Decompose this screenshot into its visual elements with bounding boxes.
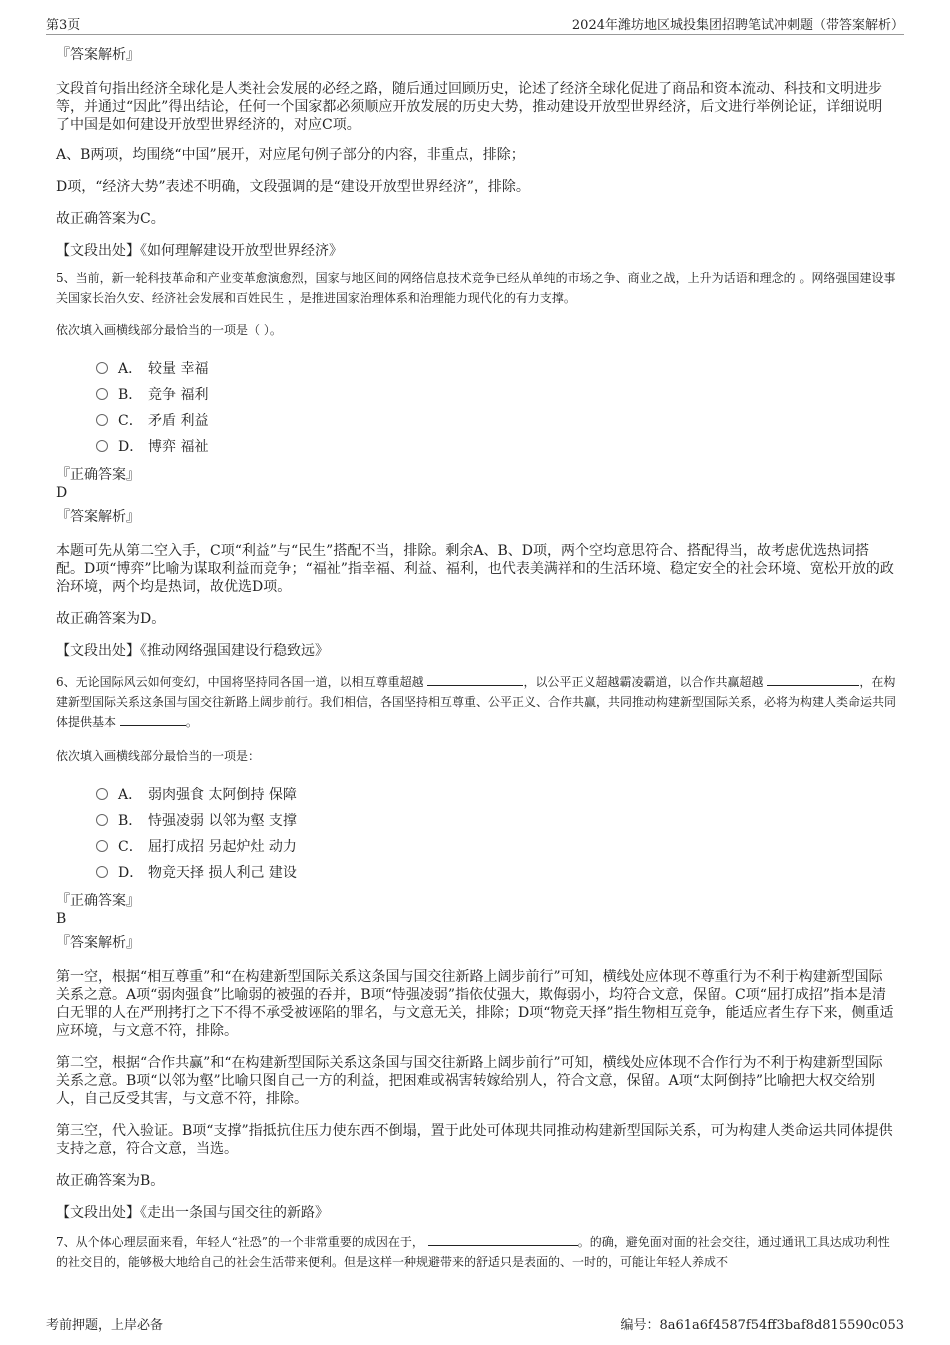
conclusion: 故正确答案为C。 <box>56 211 165 227</box>
page-header <box>46 12 904 35</box>
answer-value: D <box>56 485 68 501</box>
analysis-tag: 『答案解析』 <box>56 935 140 951</box>
radio-icon[interactable] <box>96 362 108 374</box>
source-citation: 【文段出处】《推动网络强国建设行稳致远》 <box>56 643 329 659</box>
option-b[interactable]: B． 恃强凌弱 以邻为壑 支撑 <box>56 808 896 834</box>
radio-icon[interactable] <box>96 388 108 400</box>
option-list <box>56 782 896 886</box>
radio-icon[interactable] <box>96 788 108 800</box>
radio-icon[interactable] <box>96 866 108 878</box>
option-a[interactable]: A． 较量 幸福 <box>56 356 896 382</box>
analysis-paragraph: 第二空，根据“合作共赢”和“在构建新型国际关系这条国与国交往新路上阔步前行”可知，横线处应体现不合作行为不利于构建新型国际关系之意。B项“以邻为壑”比喻只图自己一方的利益，把困难或祸害转嫁给别人，符合文意，保留。A项“太阿倒持”比喻把大权交给别人，自己反受其害，与文意不符，排除。 <box>56 1055 883 1107</box>
option-d[interactable]: D． 物竞天择 损人利己 建设 <box>56 860 896 886</box>
radio-icon[interactable] <box>96 814 108 826</box>
source-citation: 【文段出处】《如何理解建设开放型世界经济》 <box>56 243 343 259</box>
question-stem: 5、当前，新一轮科技革命和产业变革愈演愈烈，国家与地区间的网络信息技术竞争已经从单纯的市场之争、商业之战，上升为话语和理念的 。网络强国建设事关国家长治久安、经济社会发展和百姓民生 ，是推进国家治理体系和治理能力现代化的有力支撑。 <box>56 271 896 305</box>
option-c[interactable]: C． 矛盾 利益 <box>56 408 896 434</box>
conclusion: 故正确答案为B。 <box>56 1173 165 1189</box>
fill-blank <box>767 675 859 686</box>
analysis-paragraph: 文段首句指出经济全球化是人类社会发展的必经之路，随后通过回顾历史，论述了经济全球化促进了商品和资本流动、科技和文明进步等，并通过“因此”得出结论，任何一个国家都必须顺应开放发展的历史大势，推动建设开放型世界经济，后文进行举例论证，详细说明了中国是如何建设开放型世界经济的，对应C项。 <box>56 81 883 133</box>
radio-icon[interactable] <box>96 840 108 852</box>
radio-icon[interactable] <box>96 414 108 426</box>
answer-tag: 『正确答案』 <box>56 893 140 909</box>
analysis-paragraph: 第一空，根据“相互尊重”和“在构建新型国际关系这条国与国交往新路上阔步前行”可知，横线处应体现不尊重行为不利于构建新型国际关系之意。A项“弱肉强食”比喻弱的被强的吞并，B项“恃强凌弱”指依仗强大，欺侮弱小，均符合文意，保留。C项“屈打成招”指本是清白无罪的人在严刑拷打之下不得不承受被诬陷的罪名，与文意无关，排除；D项“物竞天择”指生物相互竞争，能适应者生存下来，侧重适应环境，与文意不符，排除。 <box>56 969 894 1039</box>
analysis-paragraph: A、B两项，均围绕“中国”展开，对应尾句例子部分的内容，非重点，排除； <box>56 147 525 163</box>
question-stem: 7、从个体心理层面来看，年轻人“社恐”的一个非常重要的成因在于， 。的确，避免面对面的社会交往，通过通讯工具达成功利性的社交目的，能够极大地给自己的社会生活带来便利。但是这样一种规避带来的舒适只是表面的、一时的，可能让年轻人养成不 <box>56 1235 890 1269</box>
answer-tag: 『正确答案』 <box>56 467 140 483</box>
document-title: 2024年潍坊地区城投集团招聘笔试冲刺题（带答案解析） <box>571 18 904 33</box>
main-content <box>56 46 896 1272</box>
analysis-tag: 『答案解析』 <box>56 509 140 525</box>
page-number: 第3页 <box>46 18 81 33</box>
analysis-paragraph: 第三空，代入验证。B项“支撑”指抵抗住压力使东西不倒塌，置于此处可体现共同推动构建新型国际关系，可为构建人类命运共同体提供支持之意，符合文意，当选。 <box>56 1123 893 1157</box>
answer-value: B <box>56 911 67 927</box>
fill-blank <box>428 1235 578 1246</box>
option-list <box>56 356 896 460</box>
analysis-paragraph: 本题可先从第二空入手，C项“利益”与“民生”搭配不当，排除。剩余A、B、D项，两个空均意思符合、搭配得当，故考虑优选热词搭配。D项“博弈”比喻为谋取利益而竞争；“福祉”指幸福、利益、福利，也代表美满祥和的生活环境、稳定安全的社会环境、宽松开放的政治环境，两个均是热词，故优选D项。 <box>56 543 894 595</box>
fill-blank <box>427 675 523 686</box>
question-prompt: 依次填入画横线部分最恰当的一项是： <box>56 749 261 763</box>
option-a[interactable]: A． 弱肉强食 太阿倒持 保障 <box>56 782 896 808</box>
source-citation: 【文段出处】《走出一条国与国交往的新路》 <box>56 1205 329 1221</box>
analysis-paragraph: D项，“经济大势”表述不明确，文段强调的是“建设开放型世界经济”，排除。 <box>56 179 530 195</box>
option-c[interactable]: C． 屈打成招 另起炉灶 动力 <box>56 834 896 860</box>
option-d[interactable]: D． 博弈 福祉 <box>56 434 896 460</box>
radio-icon[interactable] <box>96 440 108 452</box>
option-b[interactable]: B． 竞争 福利 <box>56 382 896 408</box>
conclusion: 故正确答案为D。 <box>56 611 166 627</box>
analysis-tag: 『答案解析』 <box>56 47 140 63</box>
document-id: 编号：8a61a6f4587f54ff3baf8d815590c053 <box>620 1318 904 1333</box>
fill-blank <box>120 715 186 726</box>
footer-slogan: 考前押题，上岸必备 <box>46 1318 164 1333</box>
question-prompt: 依次填入画横线部分最恰当的一项是（ ）。 <box>56 323 282 337</box>
question-stem: 6、无论国际风云如何变幻，中国将坚持同各国一道，以相互尊重超越 ，以公平正义超越霸凌霸道，以合作共赢超越 ，在构建新型国际关系这条国与国交往新路上阔步前行。我们相信，各国坚持相互尊重、公平正义、合作共赢，共同推动构建新型国际关系，必将为构建人类命运共同体提供基本 。 <box>56 675 897 729</box>
